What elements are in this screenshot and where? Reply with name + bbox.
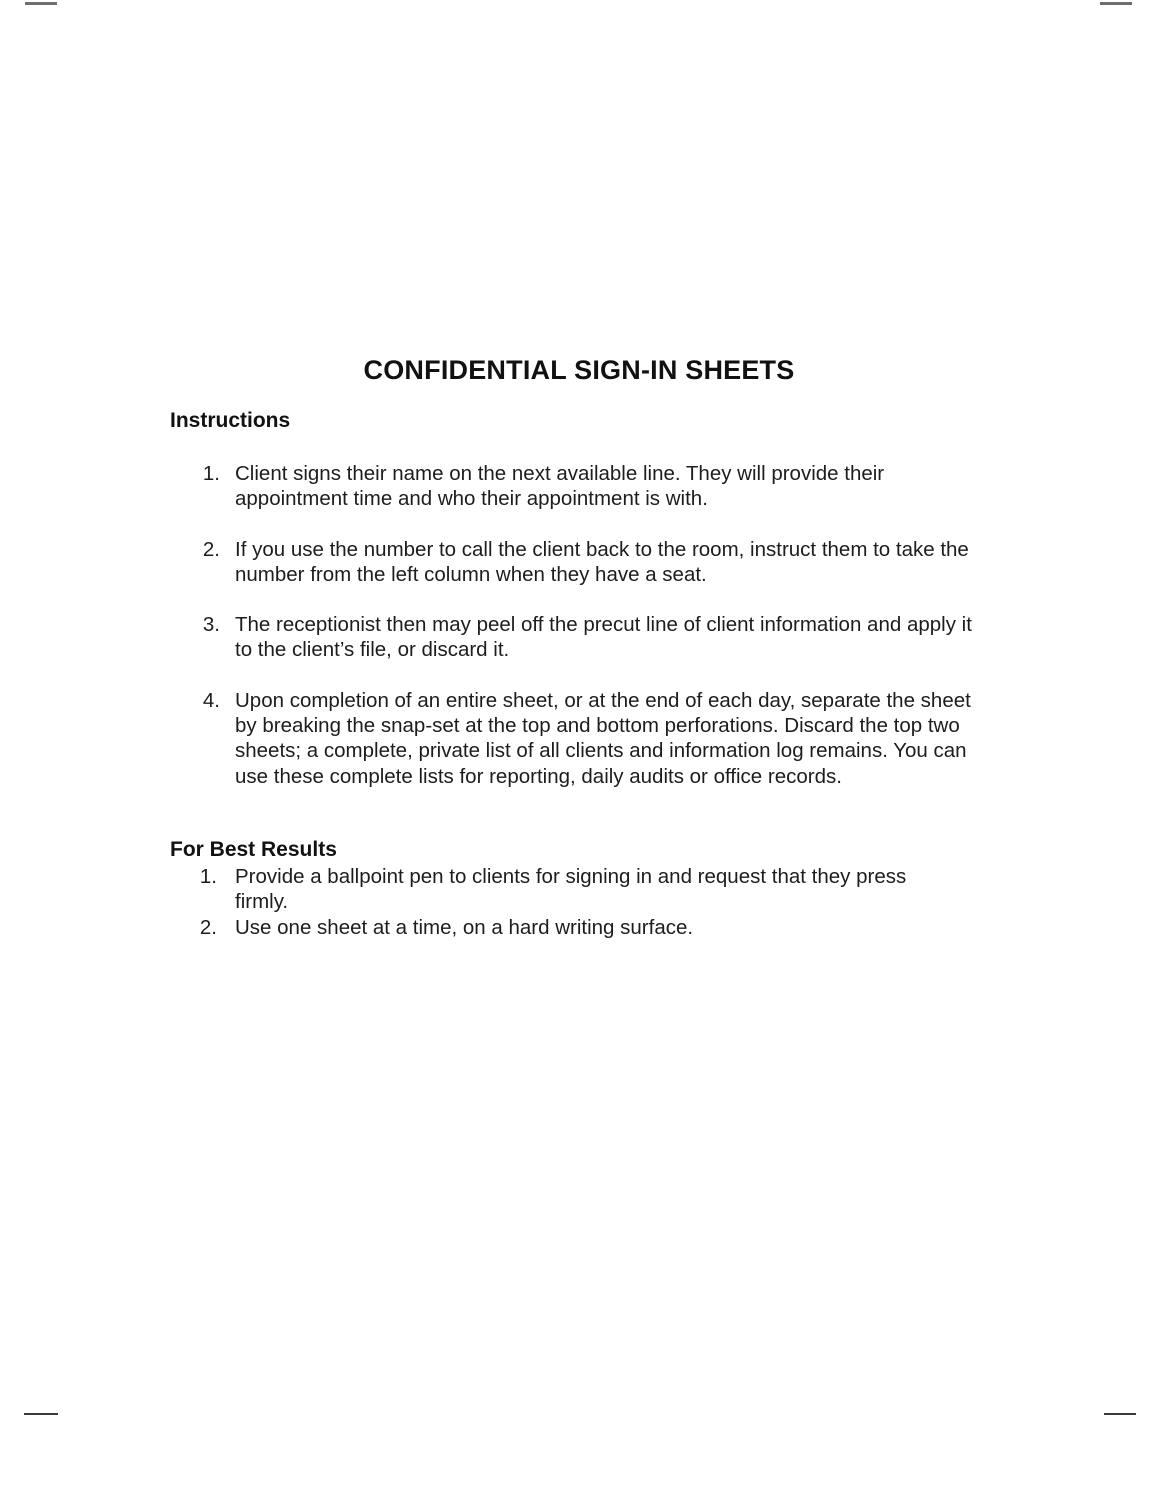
list-item [0, 537, 1158, 588]
section-heading-for-best-results: For Best Results [170, 838, 337, 861]
registration-mark-top-left-icon [25, 2, 57, 5]
list-item [0, 864, 1158, 915]
list-item [0, 461, 1158, 512]
instructions-list [0, 461, 1158, 789]
list-item-number: 4. [202, 688, 220, 712]
list-item-number: 3. [202, 613, 220, 637]
list-item-text: If you use the number to call the client back to the room, instruct them to take the number from the left column when they have a seat. [235, 537, 969, 586]
registration-mark-bottom-left-icon [24, 1413, 58, 1415]
list-item-number: 1. [199, 865, 217, 888]
list-item-text: Client signs their name on the next available line. They will provide their appointment time and who their appointment is with. [235, 462, 885, 511]
page-title: CONFIDENTIAL SIGN-IN SHEETS [363, 355, 795, 385]
list-item [0, 915, 1158, 940]
list-item-text: Upon completion of an entire sheet, or at the end of each day, separate the sheet by breaking the snap-set at the top and bottom perforations. Discard the top two sheets; a complete, private list of all clients and information log remains. You can use these complete lists for reporting, daily audits or office records. [235, 688, 971, 788]
best-results-list [0, 864, 1158, 940]
list-item-text: Use one sheet at a time, on a hard writing surface. [235, 915, 694, 939]
section-heading-instructions: Instructions [170, 409, 291, 432]
list-item-number: 2. [202, 537, 220, 561]
list-item-number: 1. [202, 462, 220, 485]
list-item [0, 688, 1158, 789]
list-item-text: Provide a ballpoint pen to clients for signing in and request that they press firmly. [235, 865, 907, 914]
registration-mark-bottom-right-icon [1104, 1413, 1136, 1415]
list-item [0, 612, 1158, 663]
list-item-number: 2. [199, 915, 217, 939]
registration-mark-top-right-icon [1100, 2, 1132, 5]
list-item-text: The receptionist then may peel off the precut line of client information and apply it to the client’s file, or discard it. [235, 613, 972, 662]
